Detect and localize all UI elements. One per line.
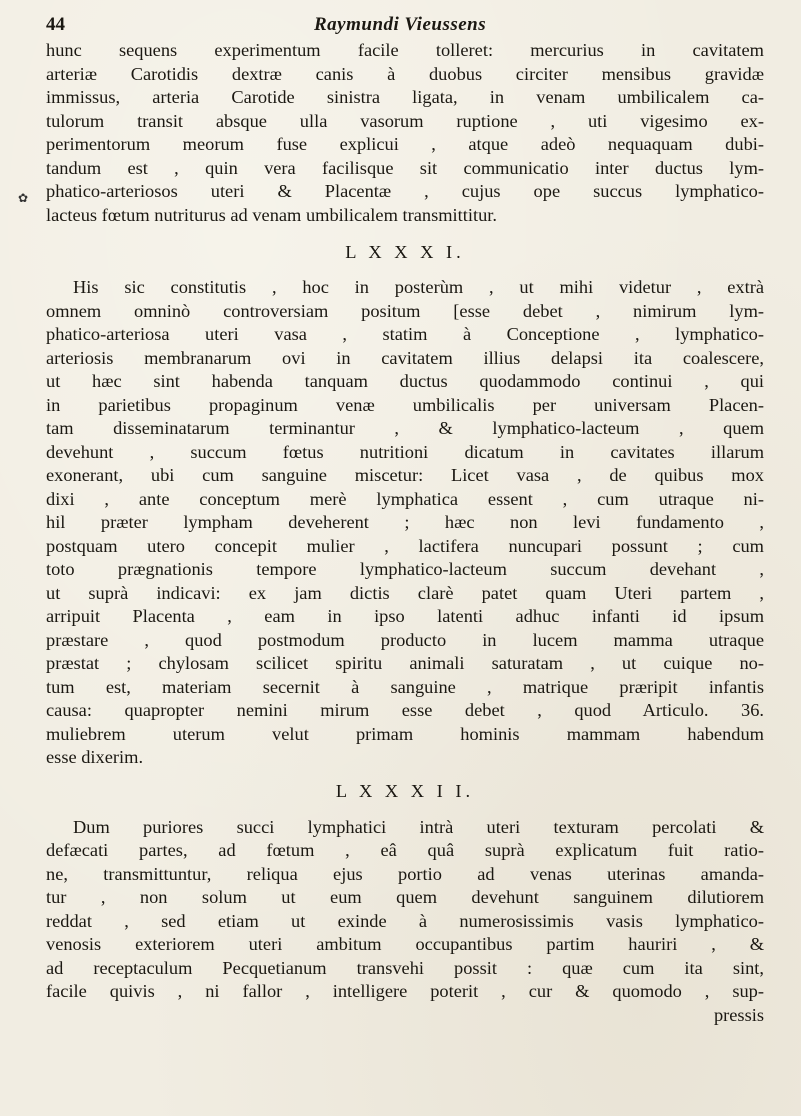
text-line: lacteus fœtum nutriturus ad venam umbilicalem transmittitur. [46, 204, 497, 225]
text-line: ut hæc sint habenda tanquam ductus quodammodo continui , qui [46, 371, 764, 391]
section-heading: L X X X I. [345, 242, 465, 262]
text-line: ne, transmittuntur, reliqua ejus portio ad venas uterinas amanda- [46, 863, 764, 884]
text-line: exonerant, ubi cum sanguine miscetur: Licet vasa , de quibus mox [46, 465, 764, 485]
text-line: immissus, arteria Carotide sinistra ligata, in venam umbilicalem ca- [46, 87, 764, 107]
catchword: pressis [713, 1004, 764, 1025]
text-line: reddat , sed etiam ut exinde à numerosissimis vasis lymphatico- [46, 910, 764, 931]
text-line: defæcati partes, ad fœtum , eâ quâ suprà explicatum fuit ratio- [46, 840, 764, 860]
text-line: præstare , quod postmodum producto in lucem mamma utraque [46, 629, 764, 650]
running-head: Raymundi Vieussens [314, 14, 487, 35]
text-line: muliebrem uterum velut primam hominis mammam habendum [46, 723, 764, 744]
text-line: postquam utero concepit mulier , lactifera nuncupari possunt ; cum [46, 535, 764, 556]
text-line: tur , non solum ut eum quem devehunt sanguinem dilutiorem [46, 887, 764, 907]
paragraph-2 [46, 276, 764, 770]
text-line: arteriosis membranarum ovi in cavitatem illius delapsi ita coalescere, [46, 347, 764, 368]
text-line: arteriæ Carotidis dextræ canis à duobus circiter mensibus gravidæ [46, 63, 764, 84]
text-line: venosis exteriorem uteri ambitum occupantibus partim hauriri , & [46, 934, 764, 954]
text-line: tum est, materiam secernit à sanguine , matrique præripit infantis [46, 676, 764, 697]
text-line: tam disseminatarum terminantur , & lymphatico-lacteum , quem [46, 418, 764, 438]
text-line: dixi , ante conceptum merè lymphatica essent , cum utraque ni- [46, 488, 764, 509]
text-line: His sic constitutis , hoc in posterùm , ut mihi videtur , extrà [73, 277, 764, 297]
page-header [46, 14, 766, 38]
paragraph-1 [46, 39, 764, 227]
text-line: hil præter lympham deveherent ; hæc non levi fundamento , [46, 512, 764, 532]
text-line: causa: quapropter nemini mirum esse debet , quod Articulo. 36. [46, 700, 764, 720]
text-line: perimentorum meorum fuse explicui , atque adeò nequaquam dubi- [46, 134, 764, 154]
section-heading: L X X X I I. [335, 780, 475, 801]
page-number: 44 [46, 14, 65, 35]
text-line: facile quivis , ni fallor , intelligere poterit , cur & quomodo , sup- [46, 981, 764, 1001]
text-line: in parietibus propaginum venæ umbilicalis per universam Placen- [46, 394, 764, 415]
text-line: ut suprà indicavi: ex jam dictis clarè patet quam Uteri partem , [46, 582, 764, 603]
margin-mark-icon: ✿ [18, 191, 29, 205]
text-line: præstat ; chylosam scilicet spiritu animali saturatam , ut cuique no- [46, 653, 764, 673]
text-line: arripuit Placenta , eam in ipso latenti adhuc infanti id ipsum [46, 606, 764, 626]
text-line: omnem omninò controversiam positum [esse debet , nimirum lym- [46, 300, 764, 321]
text-line: esse dixerim. [46, 747, 144, 767]
paragraph-3 [46, 816, 764, 1004]
text-line: ad receptaculum Pecquetianum transvehi possit : quæ cum ita sint, [46, 957, 764, 978]
text-line: hunc sequens experimentum facile tolleret: mercurius in cavitatem [46, 40, 764, 60]
text-line: tulorum transit absque ulla vasorum ruptione , uti vigesimo ex- [46, 110, 764, 131]
text-line: tandum est , quin vera facilisque sit communicatio inter ductus lym- [46, 157, 764, 178]
text-line: Dum puriores succi lymphatici intrà uteri texturam percolati & [73, 816, 764, 837]
text-line: phatico-arteriosa uteri vasa , statim à Conceptione , lymphatico- [46, 324, 764, 344]
text-line: phatico-arteriosos uteri & Placentæ , cujus ope succus lymphatico- [46, 181, 764, 201]
body-text [46, 39, 764, 1026]
text-line: toto prægnationis tempore lymphatico-lacteum succum devehant , [46, 559, 764, 579]
text-line: devehunt , succum fœtus nutritioni dicatum in cavitates illarum [46, 441, 764, 462]
